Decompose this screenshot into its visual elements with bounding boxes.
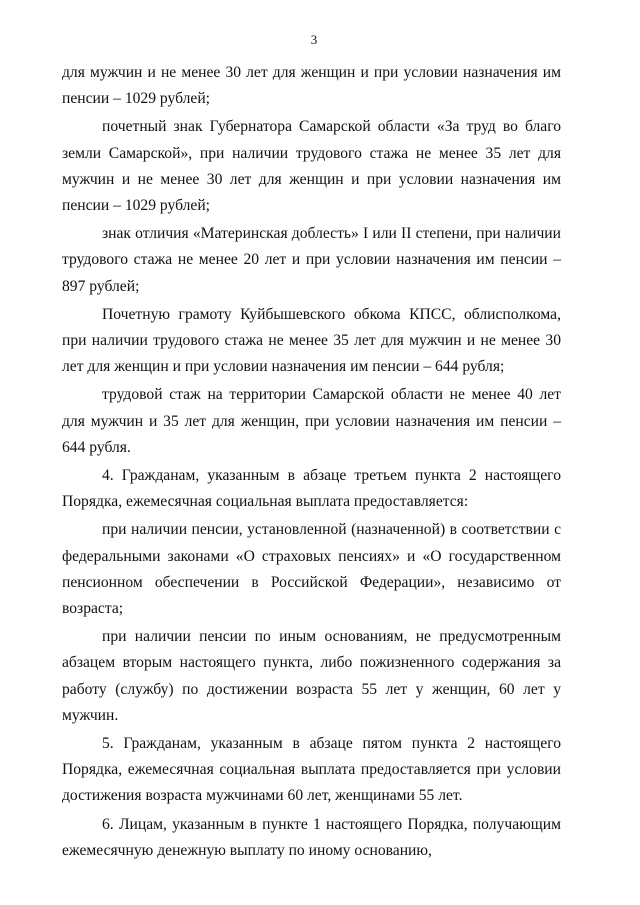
paragraph-maternal-valor: знак отличия «Материнская доблесть» I или II степени, при наличии трудового стажа не менее 20 лет и при условии назначения им пенсии – 897 рублей; — [62, 225, 561, 295]
paragraph-item-4: 4. Гражданам, указанным в абзаце третьем пункта 2 настоящего Порядка, ежемесячная социальная выплата предоставляется: — [62, 467, 561, 511]
paragraph-work-experience: трудовой стаж на территории Самарской области не менее 40 лет для мужчин и 35 лет для женщин, при условии назначения им пенсии – 644 рубля. — [62, 386, 561, 456]
page-number: 3 — [310, 32, 318, 47]
paragraph-item-4-other: при наличии пенсии по иным основаниям, не предусмотренным абзацем вторым настоящего пункта, либо пожизненного содержания за работу (службу) по достижении возраста 55 лет у женщин, 60 лет у мужчин. — [62, 628, 561, 724]
paragraph-continuation: для мужчин и не менее 30 лет для женщин и при условии назначения им пенсии – 1029 рублей; — [62, 64, 561, 108]
paragraph-item-6: 6. Лицам, указанным в пункте 1 настоящего Порядка, получающим ежемесячную денежную выплату по иному основанию, — [62, 815, 561, 859]
paragraph-item-4-pension: при наличии пенсии, установленной (назначенной) в соответствии с федеральными законами «О страховых пенсиях» и «О государственном пенсионном обеспечении в Российской Федерации», независимо от возраста; — [62, 521, 561, 618]
paragraph-governor-badge: почетный знак Губернатора Самарской области «За труд во благо земли Самарской», при наличии трудового стажа не менее 35 лет для мужчин и не менее 30 лет для женщин и при условии назначения им пенсии – 1029 рублей; — [62, 118, 561, 215]
paragraph-item-5: 5. Гражданам, указанным в абзаце пятом пункта 2 настоящего Порядка, ежемесячная социальная выплата предоставляется при условии достижения возраста мужчинами 60 лет, женщинами 55 лет. — [62, 735, 561, 805]
document-body — [62, 60, 561, 866]
paragraph-honorary-certificate: Почетную грамоту Куйбышевского обкома КПСС, облисполкома, при наличии трудового стажа не менее 35 лет для мужчин и не менее 30 лет для женщин и при условии назначения им пенсии – 644 рубля; — [62, 305, 561, 376]
